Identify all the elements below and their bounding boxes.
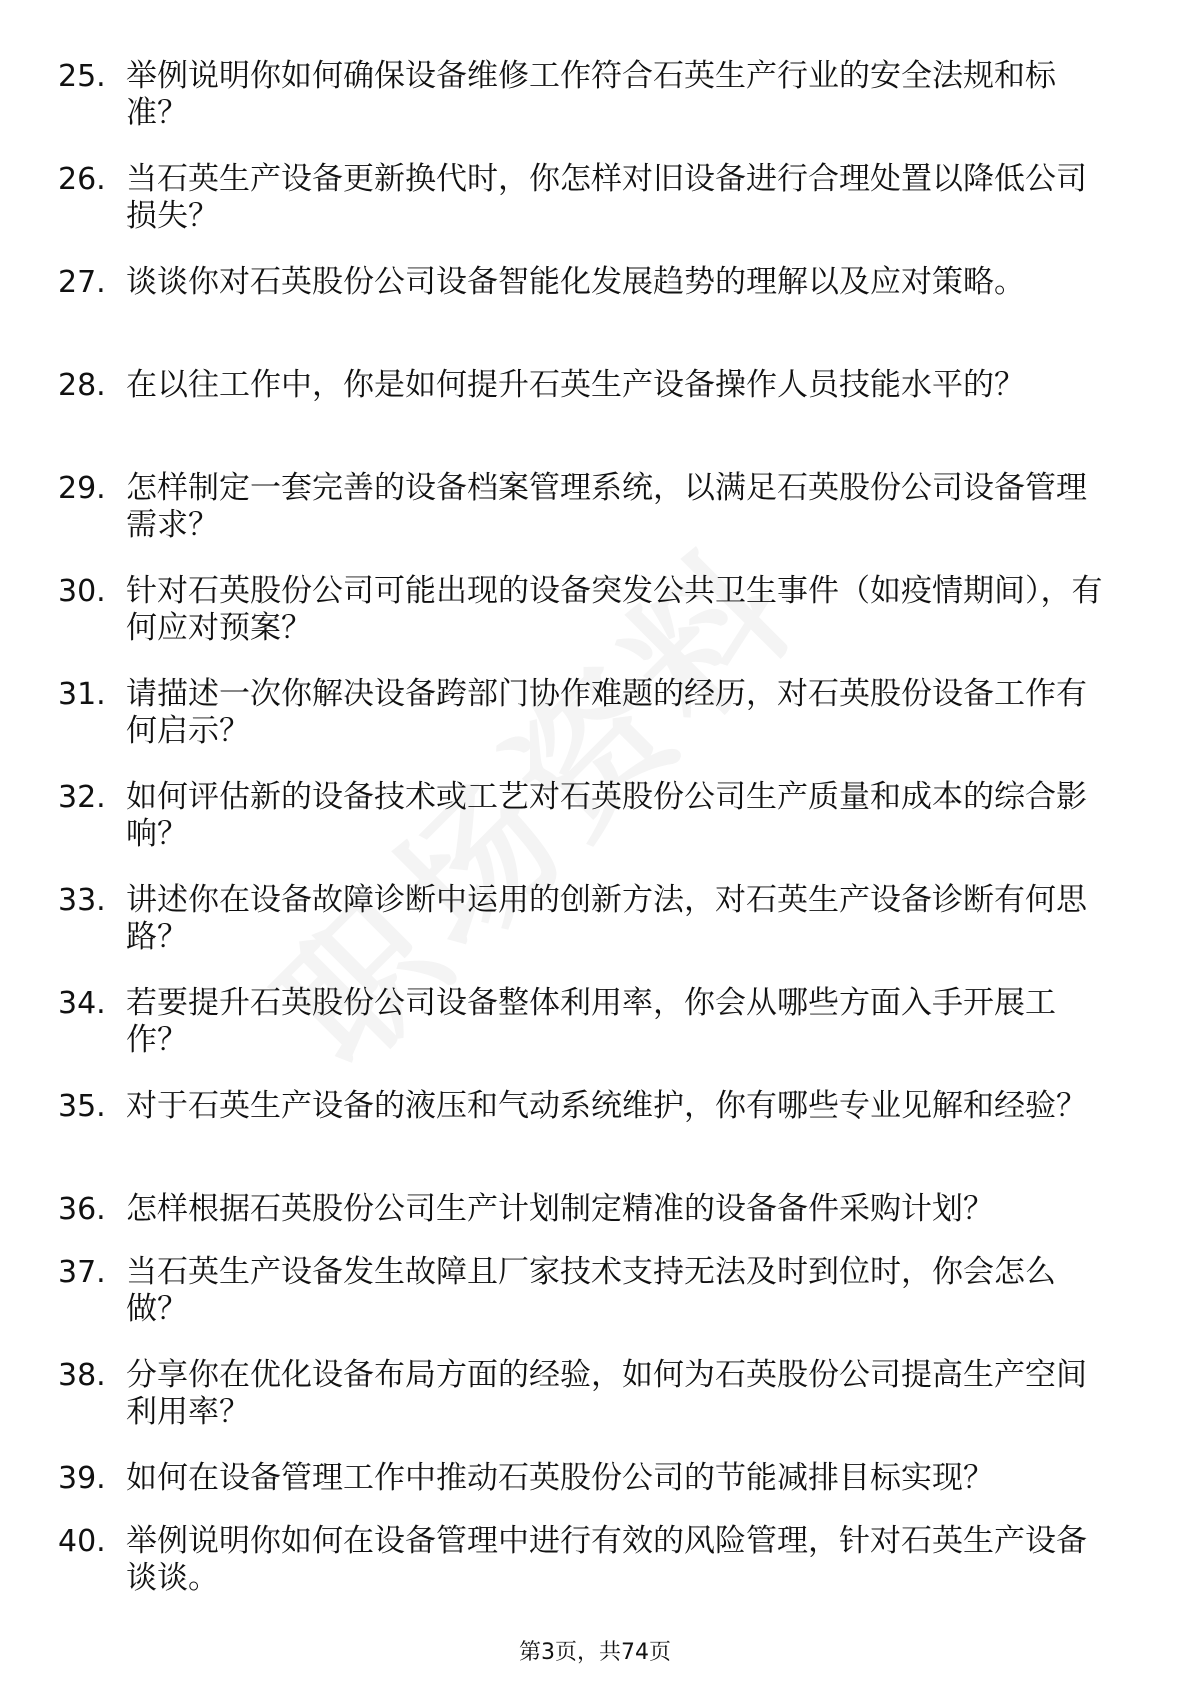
list-item [58, 676, 1118, 779]
question-text: 在以往工作中，你是如何提升石英生产设备操作人员技能水平的？ [126, 367, 1025, 403]
question-text: 当石英生产设备发生故障且厂家技术支持无法及时到位时，你会怎么做？ [126, 1254, 1056, 1327]
question-text: 谈谈你对石英股份公司设备智能化发展趋势的理解以及应对策略。 [126, 264, 1025, 300]
question-list [58, 58, 1118, 1626]
question-text: 如何在设备管理工作中推动石英股份公司的节能减排目标实现？ [126, 1460, 994, 1496]
question-text: 对于石英生产设备的液压和气动系统维护，你有哪些专业见解和经验？ [126, 1088, 1087, 1124]
question-number: 26. [58, 162, 106, 197]
list-item [58, 985, 1118, 1088]
question-text: 怎样根据石英股份公司生产计划制定精准的设备备件采购计划？ [126, 1191, 994, 1227]
question-number: 33. [58, 883, 106, 918]
question-number: 36. [58, 1192, 106, 1227]
question-text: 怎样制定一套完善的设备档案管理系统，以满足石英股份公司设备管理需求？ [126, 470, 1087, 543]
list-item [58, 1523, 1118, 1626]
list-item [58, 367, 1118, 470]
list-item [58, 470, 1118, 573]
page-footer: 第3页，共74页 [519, 1640, 671, 1665]
question-number: 37. [58, 1255, 106, 1290]
question-number: 34. [58, 986, 106, 1021]
question-number: 27. [58, 265, 106, 300]
question-text: 讲述你在设备故障诊断中运用的创新方法，对石英生产设备诊断有何思路？ [126, 882, 1087, 955]
question-text: 举例说明你如何在设备管理中进行有效的风险管理，针对石英生产设备谈谈。 [126, 1523, 1087, 1596]
question-text: 若要提升石英股份公司设备整体利用率，你会从哪些方面入手开展工作？ [126, 985, 1056, 1058]
list-item [58, 1357, 1118, 1460]
list-item [58, 1254, 1118, 1357]
list-item [58, 58, 1118, 161]
question-text: 举例说明你如何确保设备维修工作符合石英生产行业的安全法规和标准？ [126, 58, 1056, 131]
question-number: 28. [58, 368, 106, 403]
list-item [58, 1460, 1118, 1523]
list-item [58, 1088, 1118, 1191]
question-number: 29. [58, 471, 106, 506]
list-item [58, 1191, 1118, 1254]
list-item [58, 264, 1118, 367]
question-text: 当石英生产设备更新换代时，你怎样对旧设备进行合理处置以降低公司损失？ [126, 161, 1087, 234]
question-number: 35. [58, 1089, 106, 1124]
question-text: 如何评估新的设备技术或工艺对石英股份公司生产质量和成本的综合影响？ [126, 779, 1087, 852]
question-number: 32. [58, 780, 106, 815]
question-number: 40. [58, 1524, 106, 1559]
list-item [58, 882, 1118, 985]
question-number: 39. [58, 1461, 106, 1496]
question-text: 请描述一次你解决设备跨部门协作难题的经历，对石英股份设备工作有何启示？ [126, 676, 1087, 749]
question-number: 25. [58, 59, 106, 94]
question-text: 分享你在优化设备布局方面的经验，如何为石英股份公司提高生产空间利用率？ [126, 1357, 1087, 1430]
list-item [58, 573, 1118, 676]
question-number: 38. [58, 1358, 106, 1393]
question-number: 31. [58, 677, 106, 712]
list-item [58, 779, 1118, 882]
list-item [58, 161, 1118, 264]
question-number: 30. [58, 574, 106, 609]
question-text: 针对石英股份公司可能出现的设备突发公共卫生事件（如疫情期间），有何应对预案？ [126, 573, 1103, 646]
